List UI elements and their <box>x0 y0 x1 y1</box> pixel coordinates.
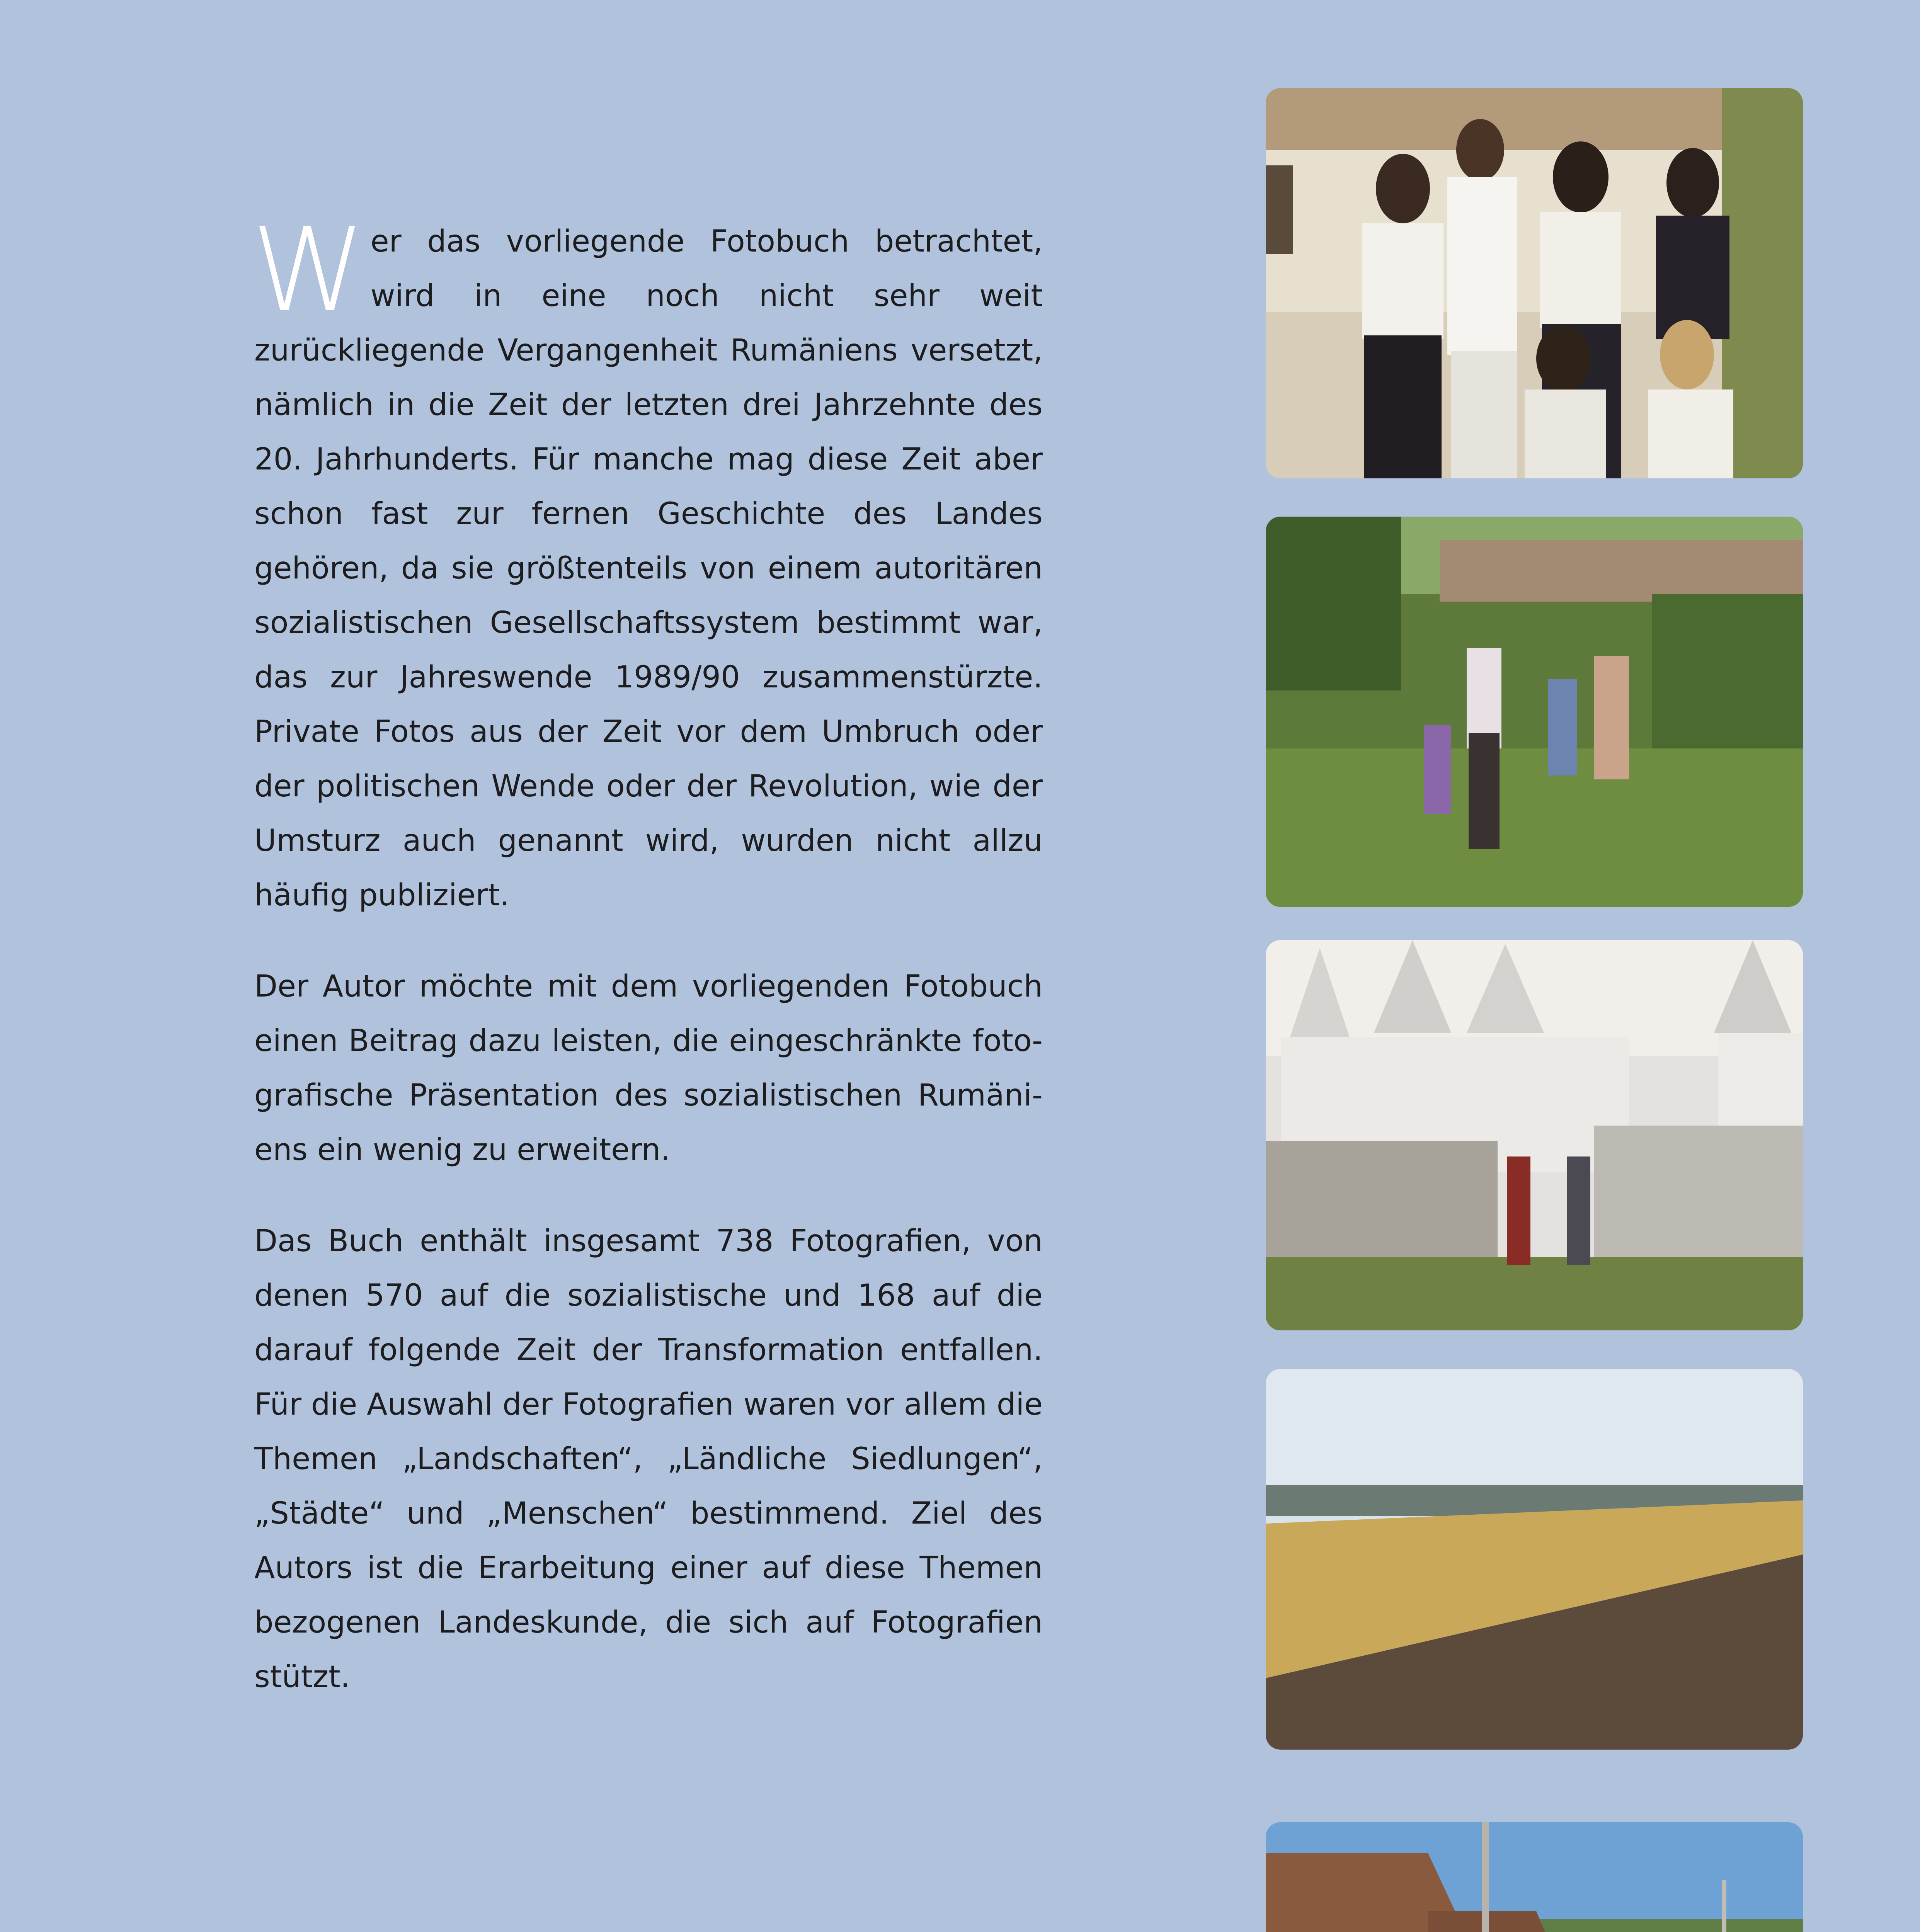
photo-houses-image <box>1266 940 1803 1330</box>
paragraph-1-text: er das vorliegende Fotobuch betrachtet, wird in eine noch nicht sehr weit zurückliegende Vergangenheit Rumäniens versetzt, nämlich in die Zeit der letzten drei Jahrzehnte des 20. Jahrhunderts. Für manche mag diese Zeit aber schon fast zur fernen Geschichte des Landes gehören, da sie größtenteils von einem autoritären sozialistischen Gesellschaftssystem bestimmt war, das zur Jahreswende 1989/90 zusammenstürzte. Private Fotos aus der Zeit vor dem Umbruch oder der politischen Wende oder der Revolution, wie der Umsturz auch genannt wird, wurden nicht allzu häufig publiziert. <box>254 224 1043 913</box>
photo-street-image <box>1266 1822 1803 1932</box>
photo-ornate-wooden-houses-fence <box>1266 940 1803 1330</box>
paragraph-2: Der Autor möchte mit dem vorliegenden Fotobuch einen Beitrag dazu leisten, die eingeschränkte fotografische Präsentation des sozialistischen Rumäniens ein wenig zu erweitern. <box>254 969 1043 1167</box>
photo-family-image <box>1266 88 1803 478</box>
photo-children-image <box>1266 517 1803 907</box>
photo-field-landscape <box>1266 1369 1803 1750</box>
photo-children-on-hillside-village <box>1266 517 1803 907</box>
photo-village-street-houses <box>1266 1822 1803 1932</box>
drop-cap: W <box>251 203 366 338</box>
paragraph-1 <box>251 203 1043 923</box>
photo-field-image <box>1266 1369 1803 1750</box>
back-cover-text <box>251 203 1043 1741</box>
paragraph-3: Das Buch enthält insgesamt 738 Fotografien, von denen 570 auf die sozialistische und 168 auf die darauf folgende Zeit der Transformation entfallen. Für die Auswahl der Fotografien waren vor allem die Themen „Landschaften“, „Ländliche Siedlungen“, „Städte“ und „Menschen“ bestimmend. Ziel des Autors ist die Erarbeitung einer auf diese Themen bezogenen Landeskunde, die sich auf Fotografien stützt. <box>254 1224 1043 1694</box>
photo-family-in-traditional-costume <box>1266 88 1803 478</box>
